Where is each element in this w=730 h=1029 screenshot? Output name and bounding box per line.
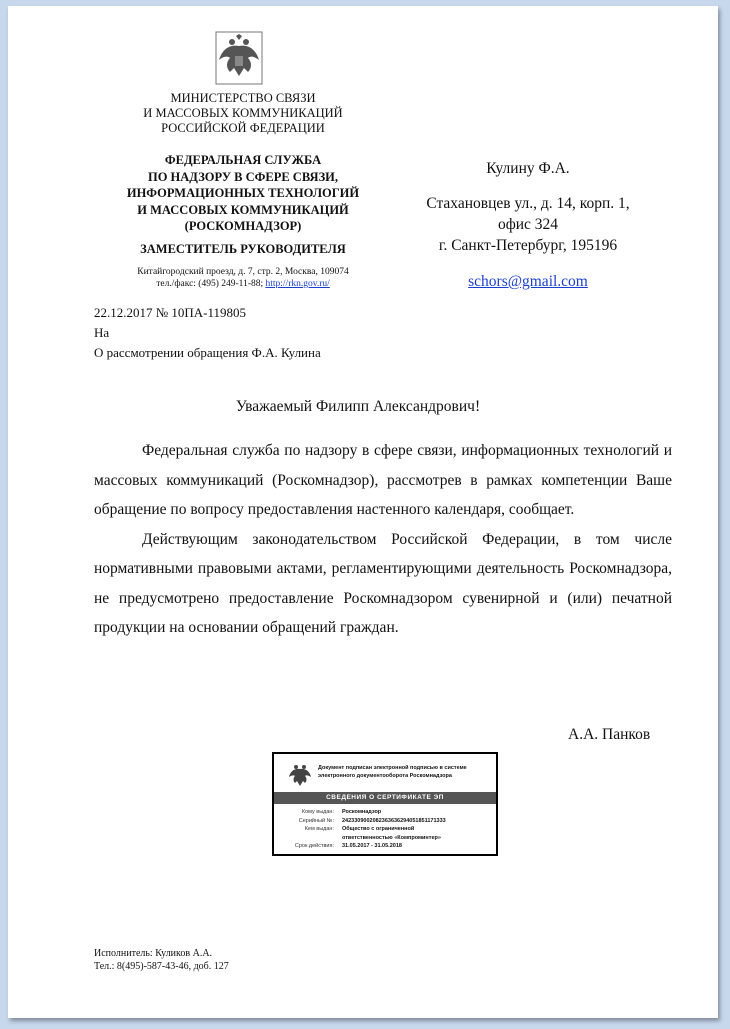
recipient-name: Кулину Ф.А. — [486, 160, 570, 177]
certificate-row: Кому выдан: Роскомнадзор — [301, 809, 382, 815]
coat-of-arms-icon — [288, 762, 312, 788]
certificate-row: Кем выдан: Общество с ограниченной — [304, 826, 415, 832]
stamp-header: Документ подписан электронной подписью в системе электронного документооборота Роскомнадзора — [318, 765, 467, 779]
stamp-title: СВЕДЕНИЯ О СЕРТИФИКАТЕ ЭП — [274, 792, 496, 804]
recipient-email-link[interactable]: schors@gmail.com — [468, 273, 588, 290]
service-name: ФЕДЕРАЛЬНАЯ СЛУЖБА ПО НАДЗОРУ В СФЕРЕ СВЯЗИ, ИНФОРМАЦИОННЫХ ТЕХНОЛОГИЙ И МАССОВЫХ КОММУНИКАЦИЙ (РОСКОМНАДЗОР) — [126, 153, 360, 233]
e-signature-stamp — [272, 752, 498, 856]
subject: О рассмотрении обращения Ф.А. Кулина — [94, 345, 321, 360]
paragraph: Действующим законодательством Российской Федерации, в том числе нормативными правовыми актами, регламентирующими деятельность Роскомнадзора, не предусмотрено предоставление Роскомнадзором сувенирной и (или) печатной продукции на основании обращений граждан. — [94, 530, 672, 636]
executor-info — [94, 948, 229, 973]
date-number: 22.12.2017 № 10ПА-119805 — [94, 305, 247, 320]
website-link[interactable]: http://rkn.gov.ru/ — [265, 279, 330, 289]
greeting: Уважаемый Филипп Александрович! — [235, 398, 481, 415]
letter-meta — [94, 303, 321, 363]
signer-name: А.А. Панков — [568, 726, 651, 743]
on-reference: На — [94, 325, 110, 340]
certificate-row: Срок действия: 31.05.2017 - 31.05.2018 — [294, 843, 402, 849]
executor-phone: Тел.: 8(495)-587-43-46, доб. 127 — [94, 960, 229, 972]
executor-name: Исполнитель: Куликов А.А. — [94, 948, 213, 959]
sender-address: Китайгородский проезд, д. 7, стр. 2, Москва, 109074 тел./факс: (495) 249-11-88; http://rkn.gov.ru/ — [137, 267, 349, 289]
deputy-title: ЗАМЕСТИТЕЛЬ РУКОВОДИТЕЛЯ — [140, 242, 346, 256]
paragraph: Федеральная служба по надзору в сфере связи, информационных технологий и массовых коммуникаций (Роскомнадзор), рассмотрев в рамках компетенции Ваше обращение по вопросу предоставления настенного календаря, сообщает. — [94, 442, 672, 518]
certificate-rows — [274, 808, 496, 851]
recipient-block: Кулину Ф.А. Стахановцев ул., д. 14, корп. 1, офис 324 г. Санкт-Петербург, 195196 — [398, 158, 658, 256]
ministry-name: МИНИСТЕРСТВО СВЯЗИ И МАССОВЫХ КОММУНИКАЦИЙ РОССИЙСКОЙ ФЕДЕРАЦИИ — [143, 91, 343, 135]
certificate-row: ответственностью «Компроминтер» — [342, 834, 441, 841]
letter-page — [8, 6, 718, 1018]
certificate-row: Серийный №: 2423309002082363636294051851171333 — [298, 817, 446, 824]
coat-of-arms-icon — [214, 30, 264, 86]
letter-body — [94, 436, 672, 643]
